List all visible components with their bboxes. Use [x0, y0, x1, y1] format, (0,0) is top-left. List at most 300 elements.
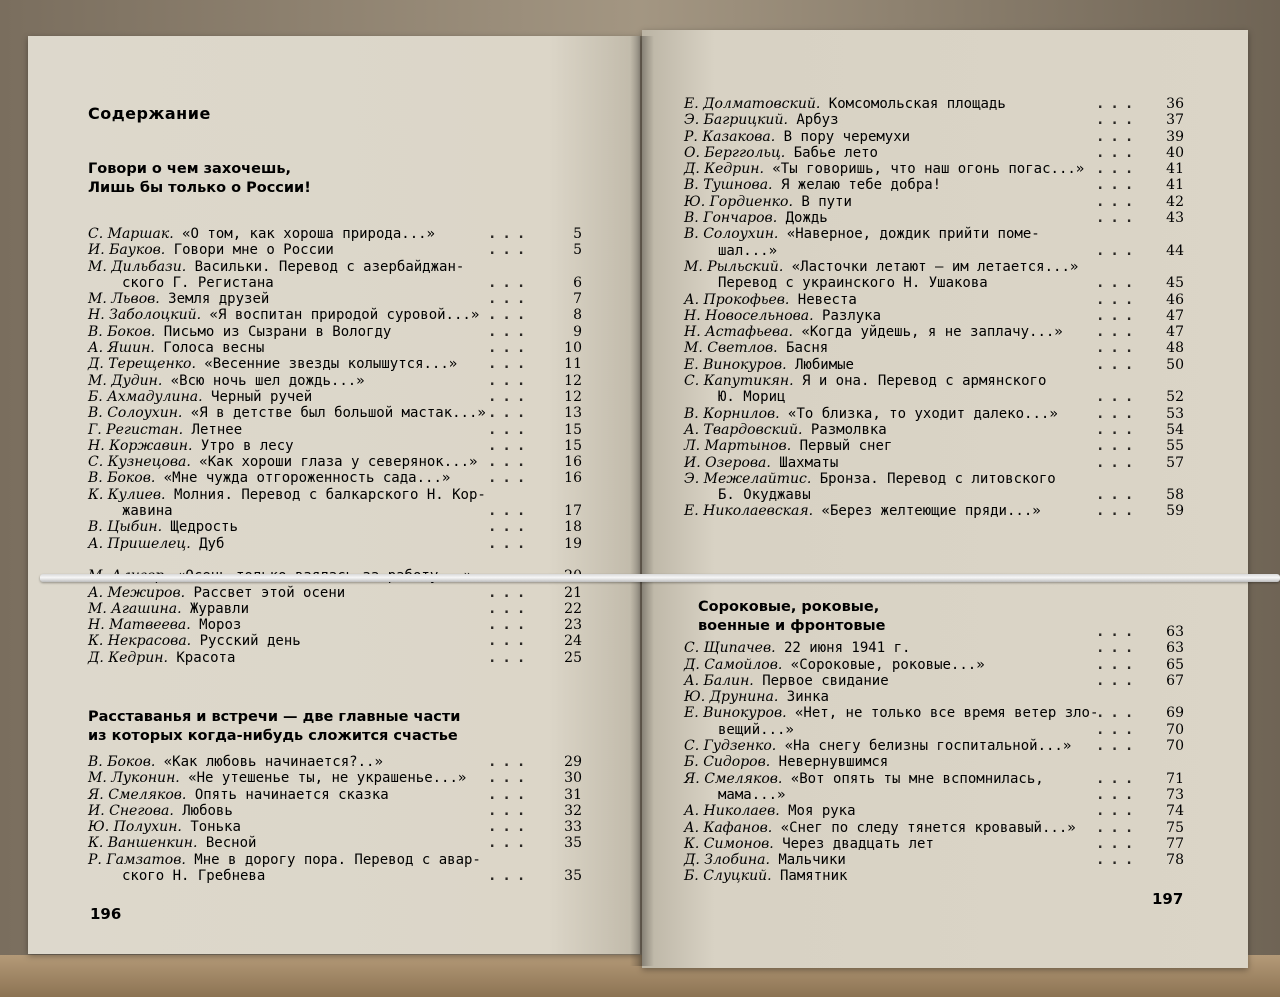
toc-page-number: 57 [1166, 454, 1184, 471]
toc-author: В. Боков. [88, 754, 156, 770]
toc-entry [684, 754, 1184, 770]
right-entries-list-1 [684, 96, 1184, 520]
dot-leader: ... [1096, 487, 1140, 504]
dot-leader: ... [1096, 307, 1140, 324]
toc-separator [785, 145, 793, 161]
toc-title: «Снег по следу тянется кровавый...» [780, 819, 1076, 836]
toc-entry-text [684, 210, 828, 226]
toc-author: Э. Межелайтис. [684, 470, 812, 487]
toc-entry-text [684, 161, 1084, 177]
dot-leader: ... [488, 388, 532, 405]
toc-separator [773, 177, 781, 193]
toc-page-number: 9 [573, 323, 582, 340]
toc-author: Я. Смеляков. [684, 770, 783, 787]
toc-entry [684, 243, 1184, 259]
toc-author: И. Бауков. [88, 242, 166, 259]
toc-page-number: 70 [1166, 738, 1184, 755]
toc-entry [88, 835, 582, 851]
toc-separator [165, 242, 173, 258]
toc-author: К. Симонов. [684, 835, 774, 852]
toc-title: «Наверное, дождик прийти поме- [786, 226, 1040, 243]
toc-title: шал...» [718, 242, 778, 259]
toc-separator [166, 487, 174, 503]
toc-entry-text [88, 617, 241, 633]
dot-leader: ... [488, 437, 532, 454]
left-entries-list-1 [88, 226, 582, 666]
toc-title: Васильки. Перевод с азербайджан- [194, 258, 465, 275]
toc-separator [201, 307, 209, 323]
toc-entry [88, 585, 582, 601]
toc-title: Красота [176, 649, 236, 666]
toc-entry [88, 819, 582, 835]
dot-leader: ... [1096, 112, 1140, 129]
toc-title: Через двадцать лет [782, 835, 934, 852]
toc-author: А. Николаев. [684, 803, 780, 820]
toc-entry-text [88, 324, 391, 340]
toc-title: Мальчики [778, 852, 846, 869]
toc-title: вещий...» [718, 721, 794, 738]
toc-page-number: 41 [1166, 161, 1184, 178]
toc-page-number: 54 [1166, 421, 1184, 438]
toc-entry [684, 738, 1184, 754]
toc-title: Зинка [786, 689, 829, 706]
toc-separator [780, 406, 788, 422]
toc-entry [88, 275, 582, 291]
toc-page-number: 41 [1166, 177, 1184, 194]
toc-page-number: 11 [564, 356, 582, 373]
toc-entry [684, 836, 1184, 852]
toc-page-number: 45 [1166, 275, 1184, 292]
toc-entry [88, 503, 582, 519]
toc-entry [684, 210, 1184, 226]
toc-author: В. Гончаров. [684, 210, 778, 227]
toc-author: Н. Новосельнова. [684, 307, 814, 324]
toc-separator [155, 324, 163, 340]
toc-entry [88, 356, 582, 372]
toc-entry-text [684, 308, 881, 324]
toc-entry-text [122, 503, 173, 519]
toc-entry-text [88, 373, 365, 389]
section-heading-meetings [88, 708, 460, 746]
dot-leader: ... [1096, 852, 1140, 869]
toc-separator [778, 340, 786, 356]
toc-entry-text [684, 112, 839, 128]
dot-leader: ... [488, 340, 532, 357]
dot-leader: ... [488, 617, 532, 634]
dot-leader: ... [1096, 503, 1140, 520]
toc-separator [192, 438, 200, 454]
toc-entry-text [684, 373, 1046, 389]
toc-entry [88, 259, 582, 275]
toc-author: Н. Заболоцкий. [88, 307, 202, 324]
toc-entry-text [684, 292, 857, 308]
toc-entry [88, 470, 582, 486]
dot-leader: ... [488, 454, 532, 471]
toc-author: М. Луконин. [88, 770, 180, 787]
section-heading-line: из которых когда-нибудь сложится счастье [88, 728, 458, 744]
toc-separator [191, 633, 199, 649]
dot-leader: ... [1096, 291, 1140, 308]
dot-leader: ... [488, 600, 532, 617]
toc-entry [88, 633, 582, 649]
toc-entry-text [684, 803, 856, 819]
dot-leader: ... [1096, 640, 1140, 657]
toc-title: ского Н. Гребнева [122, 868, 266, 885]
section-heading-russia [88, 160, 311, 198]
toc-separator [174, 226, 182, 242]
dot-leader: ... [1096, 738, 1140, 755]
toc-entry [684, 487, 1184, 503]
toc-separator [802, 422, 810, 438]
toc-title: Дождь [785, 210, 828, 227]
toc-title: «То близка, то уходит далеко...» [788, 405, 1058, 422]
toc-title: Голоса весны [163, 340, 265, 357]
dot-leader: ... [488, 356, 532, 373]
toc-entry [684, 673, 1184, 689]
toc-entry-text [684, 340, 828, 356]
toc-entry [684, 624, 1184, 640]
toc-entry-text [684, 324, 1063, 340]
toc-separator [778, 226, 786, 242]
toc-separator [782, 657, 790, 673]
toc-author: К. Ваншенкин. [88, 835, 198, 852]
toc-separator [183, 422, 191, 438]
toc-page-number: 12 [564, 388, 582, 405]
dot-leader: ... [488, 535, 532, 552]
toc-title: «Как хороши глаза у северянок...» [199, 454, 478, 471]
toc-entry-text [684, 422, 887, 438]
toc-separator [155, 340, 163, 356]
toc-title: Первое свидание [762, 672, 889, 689]
toc-author: С. Кузнецова. [88, 454, 191, 471]
toc-author: В. Корнилов. [684, 405, 780, 422]
toc-title: Земля друзей [168, 291, 270, 308]
toc-title: Дуб [199, 535, 225, 552]
dot-leader: ... [1096, 405, 1140, 422]
elastic-band [40, 574, 1280, 582]
toc-author: В. Солоухин. [684, 226, 779, 243]
toc-author: Ю. Гордиенко. [684, 193, 793, 210]
toc-page-number: 78 [1166, 852, 1184, 869]
toc-page-number: 16 [564, 470, 582, 487]
toc-author: К. Некрасова. [88, 633, 192, 650]
toc-entry-text [88, 803, 233, 819]
dot-leader: ... [488, 226, 532, 242]
toc-entry-text [684, 738, 1071, 754]
toc-entry [88, 389, 582, 405]
toc-title: «Весенние звезды колышутся...» [204, 356, 458, 373]
dot-leader: ... [1096, 624, 1140, 640]
dot-leader: ... [488, 770, 532, 787]
toc-entry [88, 291, 582, 307]
dot-leader: ... [488, 274, 532, 291]
toc-title: «На снегу белизны госпитальной...» [784, 738, 1072, 755]
dot-leader: ... [1096, 819, 1140, 836]
page-number-left: 196 [90, 905, 122, 923]
toc-separator [787, 357, 795, 373]
toc-page-number: 58 [1166, 487, 1184, 504]
toc-author: Н. Астафьева. [684, 324, 793, 341]
toc-entry [684, 177, 1184, 193]
toc-entry [684, 820, 1184, 836]
toc-entry-text [88, 633, 301, 649]
contents-heading: Содержание [88, 104, 211, 123]
toc-title: Мороз [199, 617, 242, 634]
toc-entry [88, 373, 582, 389]
toc-entry [88, 552, 582, 568]
toc-page-number: 63 [1166, 624, 1184, 640]
toc-entry [88, 650, 582, 666]
toc-author: Ю. Полухин. [88, 819, 182, 836]
toc-entry-text [684, 357, 854, 373]
toc-entry-text [88, 438, 294, 454]
toc-entry-text [684, 177, 941, 193]
toc-entry [88, 770, 582, 786]
toc-separator [782, 771, 790, 787]
dot-leader: ... [1096, 324, 1140, 341]
toc-title: Я желаю тебе добра! [780, 177, 942, 194]
toc-entry [88, 519, 582, 535]
toc-title: ского Г. Регистана [122, 274, 274, 291]
toc-page-number: 67 [1166, 672, 1184, 689]
toc-page-number: 24 [564, 633, 582, 650]
dot-leader: ... [1096, 275, 1140, 292]
toc-entry-text [684, 471, 1056, 487]
toc-entry-text [718, 275, 988, 291]
toc-page-number: 33 [564, 819, 582, 836]
toc-page-number: 69 [1166, 705, 1184, 722]
toc-entry [684, 455, 1184, 471]
toc-entry [684, 292, 1184, 308]
toc-author: А. Пришелец. [88, 535, 191, 552]
toc-page-number: 77 [1166, 835, 1184, 852]
toc-separator [814, 308, 822, 324]
toc-page-number: 55 [1166, 438, 1184, 455]
toc-entry [684, 503, 1184, 519]
dot-leader: ... [488, 649, 532, 666]
toc-title: Моя рука [788, 803, 856, 820]
toc-author: М. Дудин. [88, 372, 163, 389]
toc-entry [684, 471, 1184, 487]
toc-entry [684, 389, 1184, 405]
toc-entry [684, 145, 1184, 161]
toc-author: Р. Казакова. [684, 128, 776, 145]
toc-separator [770, 754, 778, 770]
dot-leader: ... [1096, 144, 1140, 161]
book-gutter [630, 36, 654, 966]
toc-page-number: 65 [1166, 656, 1184, 673]
toc-author: Е. Винокуров. [684, 356, 787, 373]
toc-entry [88, 536, 582, 552]
toc-separator [174, 803, 182, 819]
page-number-right: 197 [1152, 890, 1184, 908]
toc-separator [772, 820, 780, 836]
toc-entry [684, 771, 1184, 787]
toc-entry [684, 406, 1184, 422]
toc-page-number: 16 [564, 454, 582, 471]
toc-author: Б. Ахмадулина. [88, 388, 203, 405]
toc-title: В пору черемухи [783, 128, 911, 145]
toc-entry-text [718, 389, 785, 405]
dot-leader: ... [1096, 356, 1140, 373]
toc-title: Летнее [191, 421, 243, 438]
toc-page-number: 52 [1166, 389, 1184, 406]
toc-separator [774, 836, 782, 852]
toc-entry [684, 438, 1184, 454]
toc-author: С. Маршак. [88, 226, 174, 242]
toc-title: «Мне чужда отгороженность сада...» [163, 470, 451, 487]
toc-author: Я. Смеляков. [88, 786, 187, 803]
toc-entry [684, 129, 1184, 145]
toc-entry-text [718, 487, 811, 503]
dot-leader: ... [1096, 96, 1140, 112]
toc-entry [684, 868, 1184, 884]
toc-entry [684, 96, 1184, 112]
toc-title: Тонька [190, 819, 241, 836]
toc-title: Весной [205, 835, 257, 852]
toc-title: Разлука [822, 307, 882, 324]
toc-separator [191, 536, 199, 552]
toc-title: «Ласточки летают — им летается...» [791, 258, 1079, 275]
toc-author: И. Озерова. [684, 454, 771, 471]
toc-author: И. Снегова. [88, 802, 174, 819]
toc-page-number: 46 [1166, 291, 1184, 308]
toc-entry [684, 357, 1184, 373]
toc-entry [684, 722, 1184, 738]
toc-entry-text [88, 242, 334, 258]
toc-title: Опять начинается сказка [194, 786, 389, 803]
toc-entry-text [684, 836, 934, 852]
toc-page-number: 30 [564, 770, 582, 787]
toc-entry [684, 657, 1184, 673]
toc-author: Д. Терещенко. [88, 356, 196, 373]
toc-entry-text [122, 868, 265, 884]
dot-leader: ... [1096, 672, 1140, 689]
toc-entry-text [88, 787, 389, 803]
toc-entry [88, 601, 582, 617]
dot-leader: ... [488, 323, 532, 340]
dot-leader: ... [1096, 340, 1140, 357]
toc-author: М. Дильбази. [88, 258, 187, 275]
toc-page-number: 18 [564, 519, 582, 536]
toc-entry [684, 308, 1184, 324]
toc-entry [684, 340, 1184, 356]
toc-title: Мне в дорогу пора. Перевод с авар- [194, 851, 481, 868]
toc-title: Шахматы [779, 454, 839, 471]
toc-page-number: 47 [1166, 324, 1184, 341]
toc-separator [780, 803, 788, 819]
dot-leader: ... [1096, 389, 1140, 406]
toc-page-number: 19 [564, 535, 582, 552]
toc-author: А. Прокофьев. [684, 291, 790, 308]
toc-entry-text [684, 194, 852, 210]
toc-separator [180, 770, 188, 786]
toc-author: М. Агашина. [88, 600, 182, 617]
toc-title: «Берез желтеющие пряди...» [821, 503, 1041, 520]
toc-separator [776, 640, 784, 656]
toc-entry-text [88, 835, 256, 851]
toc-entry-text [88, 259, 464, 275]
toc-entry [88, 787, 582, 803]
toc-separator [777, 210, 785, 226]
toc-entry [88, 454, 582, 470]
toc-entry [684, 689, 1184, 705]
toc-page-number: 50 [1166, 356, 1184, 373]
section-heading-line: Сороковые, роковые, [698, 599, 880, 615]
toc-entry-text [88, 422, 242, 438]
toc-page-number: 53 [1166, 405, 1184, 422]
toc-separator [776, 738, 784, 754]
toc-page-number: 63 [1166, 640, 1184, 657]
toc-author: Н. Матвеева. [88, 617, 191, 634]
toc-author: Р. Гамзатов. [88, 851, 186, 868]
toc-page-number: 25 [564, 649, 582, 666]
dot-leader: ... [1096, 193, 1140, 210]
toc-author: Е. Николаевская. [684, 503, 814, 520]
toc-entry-text [718, 787, 785, 803]
toc-title: «Всю ночь шел дождь...» [170, 372, 365, 389]
toc-author: Б. Сидоров. [684, 754, 771, 771]
toc-author: М. Рыльский. [684, 258, 784, 275]
toc-author: Г. Регистан. [88, 421, 184, 438]
toc-separator [162, 373, 170, 389]
toc-author: А. Балин. [684, 672, 754, 689]
toc-page-number: 29 [564, 754, 582, 770]
toc-entry-text [684, 754, 888, 770]
toc-separator [820, 96, 828, 112]
dot-leader: ... [1096, 454, 1140, 471]
toc-title: Журавли [190, 600, 250, 617]
toc-title: Басня [786, 340, 829, 357]
dot-leader: ... [1096, 421, 1140, 438]
toc-title: Б. Окуджавы [718, 487, 811, 504]
dot-leader: ... [1096, 242, 1140, 259]
toc-entry [88, 852, 582, 868]
toc-author: М. Львов. [88, 291, 160, 308]
toc-title: «Нет, не только все время ветер зло- [794, 705, 1099, 722]
dot-leader: ... [488, 754, 532, 770]
dot-leader: ... [1096, 210, 1140, 227]
toc-author: Л. Мартынов. [684, 438, 792, 455]
toc-title: Любовь [182, 802, 233, 819]
dot-leader: ... [1096, 656, 1140, 673]
toc-entry [684, 324, 1184, 340]
toc-entry [88, 803, 582, 819]
toc-author: С. Щипачев. [684, 640, 776, 657]
toc-separator [775, 129, 783, 145]
toc-title: Невернувшимся [778, 754, 889, 771]
dot-leader: ... [488, 786, 532, 803]
toc-entry [684, 640, 1184, 656]
toc-separator [203, 389, 211, 405]
toc-page-number: 15 [564, 437, 582, 454]
dot-leader: ... [488, 242, 532, 259]
toc-page-number: 32 [564, 802, 582, 819]
toc-entry-text [718, 722, 794, 738]
dot-leader: ... [1096, 721, 1140, 738]
toc-page-number: 13 [564, 405, 582, 422]
toc-separator [789, 292, 797, 308]
toc-entry-text [684, 145, 878, 161]
toc-entry-text [88, 585, 345, 601]
toc-entry-text [88, 454, 477, 470]
toc-page-number: 10 [564, 340, 582, 357]
toc-title: Любимые [794, 356, 854, 373]
toc-entry-text [88, 536, 224, 552]
toc-author: С. Гудзенко. [684, 738, 777, 755]
toc-page-number: 44 [1166, 242, 1184, 259]
toc-entry-text [88, 487, 486, 503]
